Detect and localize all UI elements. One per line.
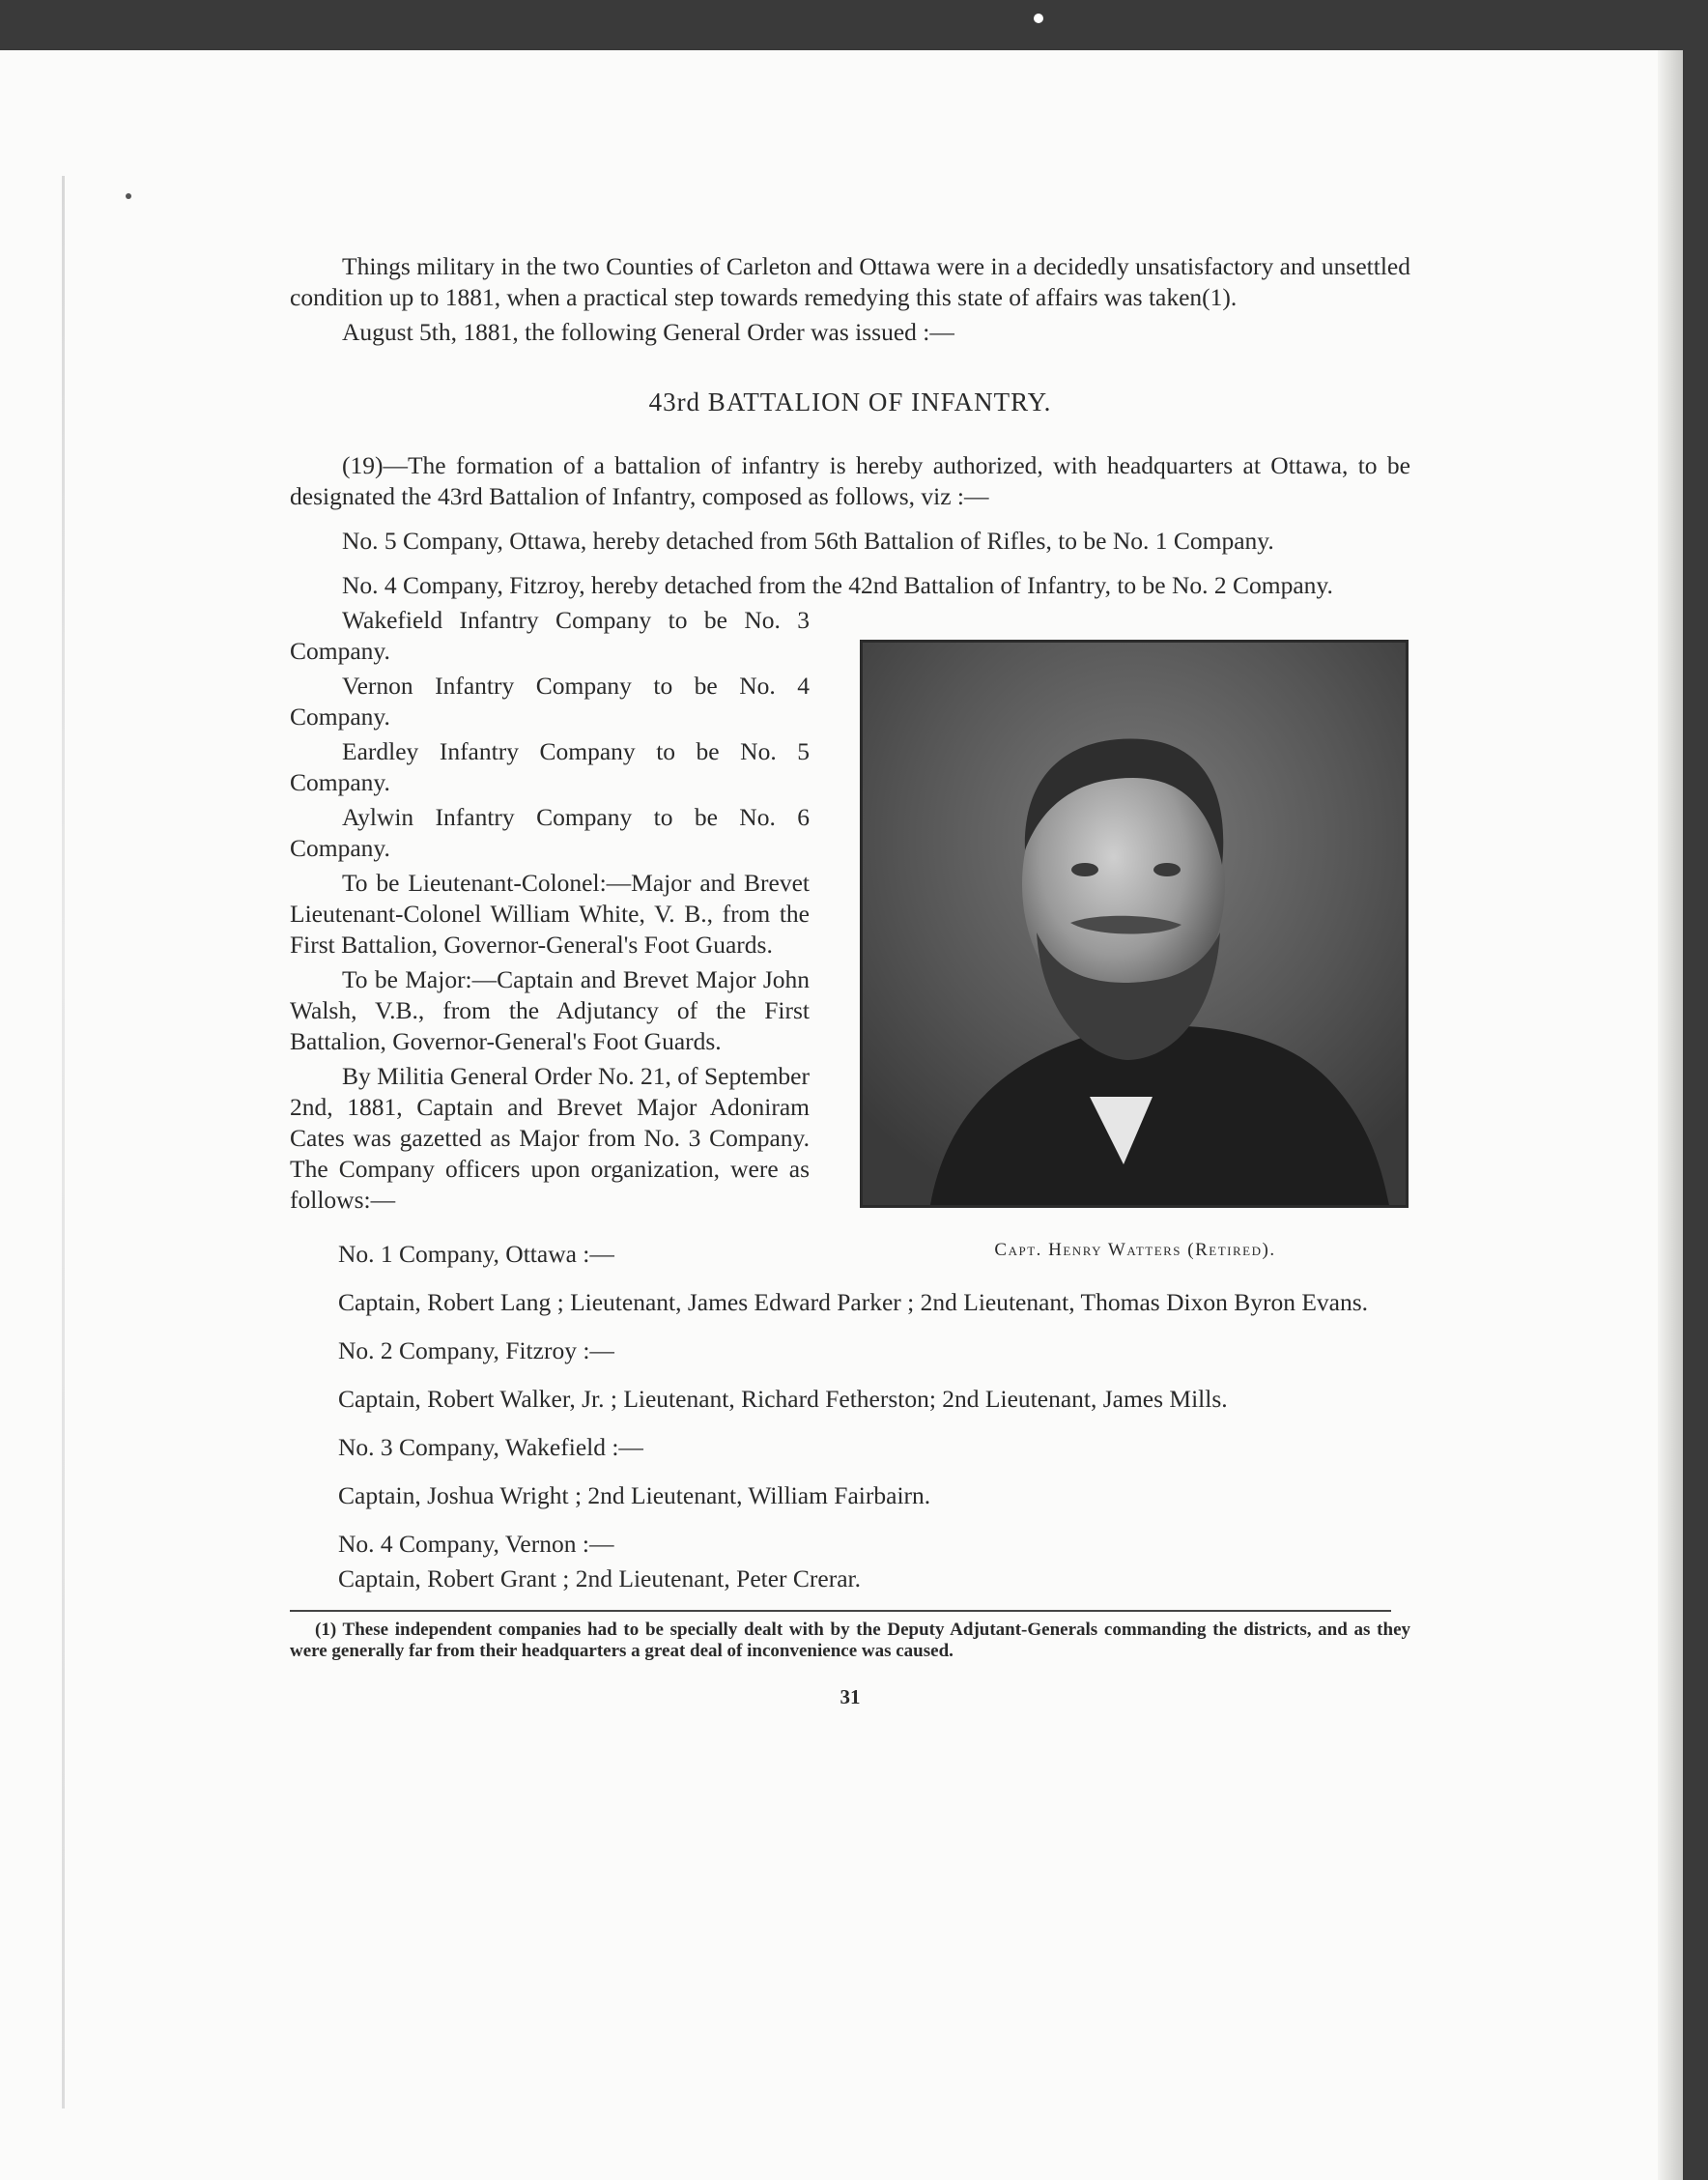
page-edge (1658, 50, 1683, 2180)
officer-line: Captain, Joshua Wright ; 2nd Lieutenant, William Fairbairn. (338, 1481, 931, 1509)
portrait-figure (860, 640, 1410, 1266)
portrait-caption: Capt. Henry Watters (Retired). (994, 1240, 1276, 1260)
gutter-shadow (62, 176, 65, 2108)
section-heading: 43rd BATTALION OF INFANTRY. (648, 387, 1052, 416)
appointment-paragraph: To be Major:—Captain and Brevet Major John Walsh, V.B., from the Adjutancy of the First Battalion, Governor-General's Foot Guards. (290, 965, 810, 1055)
portrait-photo (860, 640, 1409, 1208)
portrait-image (863, 643, 1406, 1205)
company-heading: No. 3 Company, Wakefield :— (338, 1433, 643, 1461)
intro-paragraph: August 5th, 1881, the following General Order was issued :— (342, 318, 954, 346)
order-paragraph: No. 4 Company, Fitzroy, hereby detached from the 42nd Battalion of Infantry, to be No. 2 Company. (342, 571, 1333, 599)
page-number: 31 (840, 1685, 861, 1708)
company-line: Wakefield Infantry Company to be No. 3 Company. (290, 606, 810, 665)
order-paragraph: (19)—The formation of a battalion of infantry is hereby authorized, with headquarters at Ottawa, to be designated the 43rd Battalion of Infantry, composed as follows, viz :— (290, 451, 1410, 510)
company-heading: No. 4 Company, Vernon :— (338, 1530, 614, 1558)
appointment-paragraph: By Militia General Order No. 21, of September 2nd, 1881, Captain and Brevet Major Adoniram Cates was gazetted as Major from No. 3 Company. The Company officers upon organization, were as follows:— (290, 1062, 810, 1214)
left-column (290, 605, 810, 1216)
page-body (290, 251, 1410, 1712)
officers-list (290, 1239, 1410, 1594)
company-line: Aylwin Infantry Company to be No. 6 Company. (290, 803, 810, 862)
order-paragraph: No. 5 Company, Ottawa, hereby detached from 56th Battalion of Rifles, to be No. 1 Company. (342, 527, 1274, 555)
appointment-paragraph: To be Lieutenant-Colonel:—Major and Brevet Lieutenant-Colonel William White, V. B., from the First Battalion, Governor-General's Foot Guards. (290, 869, 810, 959)
speck (126, 193, 131, 199)
footnote: (1) These independent companies had to be specially dealt with by the Deputy Adjutant-Generals commanding the districts, and as they were generally far from their headquarters a great deal of inconvenience was caused. (290, 1620, 1410, 1661)
officer-line: Captain, Robert Walker, Jr. ; Lieutenant, Richard Fetherston; 2nd Lieutenant, James Mills. (338, 1385, 1228, 1413)
company-heading: No. 2 Company, Fitzroy :— (338, 1336, 614, 1364)
footnote-rule (290, 1610, 1391, 1612)
officer-line: Captain, Robert Grant ; 2nd Lieutenant, Peter Crerar. (338, 1564, 862, 1592)
officer-line: Captain, Robert Lang ; Lieutenant, James Edward Parker ; 2nd Lieutenant, Thomas Dixon Byron Evans. (338, 1288, 1369, 1316)
scan-mark (1034, 14, 1043, 23)
company-line: Vernon Infantry Company to be No. 4 Company. (290, 672, 810, 731)
company-heading: No. 1 Company, Ottawa :— (338, 1240, 614, 1268)
company-line: Eardley Infantry Company to be No. 5 Company. (290, 737, 810, 796)
intro-paragraph: Things military in the two Counties of Carleton and Ottawa were in a decidedly unsatisfactory and unsettled condition up to 1881, when a practical step towards remedying this state of affairs was taken(1). (290, 252, 1410, 311)
